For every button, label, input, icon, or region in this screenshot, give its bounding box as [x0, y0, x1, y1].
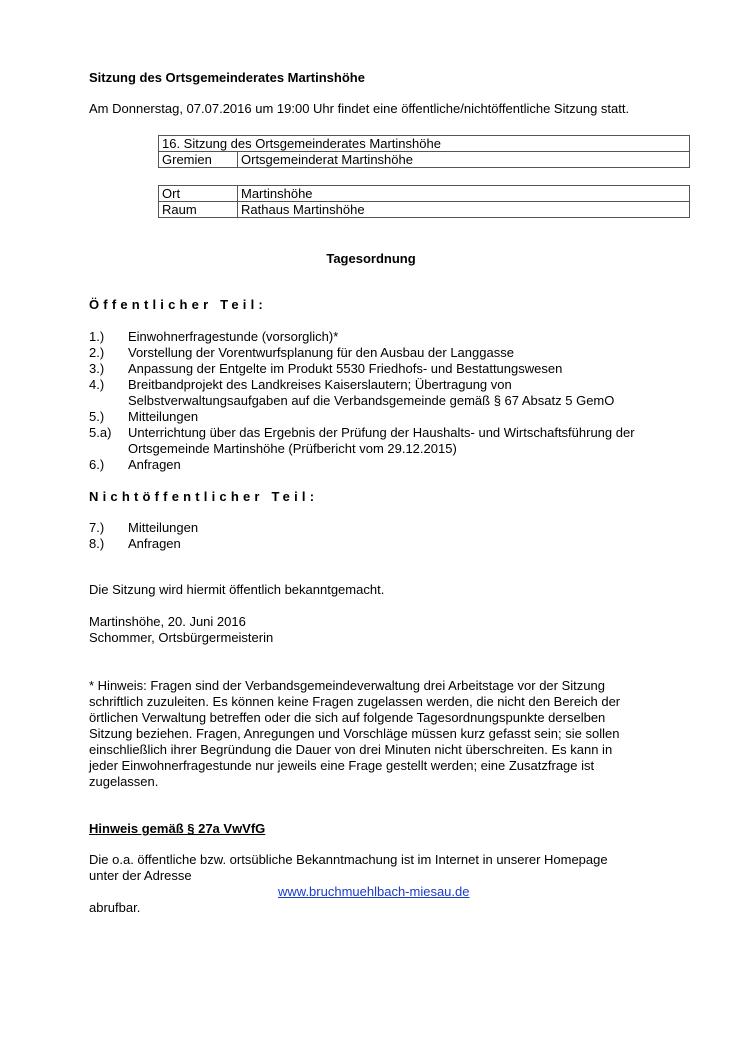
gremien-label: Gremien — [159, 152, 238, 168]
agenda-item-text: Mitteilungen — [128, 409, 199, 424]
raum-label: Raum — [159, 202, 238, 218]
ort-value: Martinshöhe — [238, 186, 690, 202]
note-line: örtlichen Verwaltung betreffen oder die sich auf folgende Tagesordnungspunkte derselben — [89, 710, 606, 725]
agenda-item-text: Mitteilungen — [128, 520, 199, 535]
website-link[interactable]: www.bruchmuehlbach-miesau.de — [278, 884, 470, 899]
agenda-item-text: Anfragen — [128, 457, 181, 472]
legal-heading: Hinweis gemäß § 27a VwVfG — [89, 821, 266, 836]
meeting-info-table — [158, 135, 690, 168]
intro-text: Am Donnerstag, 07.07.2016 um 19:00 Uhr findet eine öffentliche/nichtöffentliche Sitzung statt. — [89, 101, 630, 116]
announcement-text: Die Sitzung wird hiermit öffentlich bekanntgemacht. — [89, 582, 385, 597]
table-row — [159, 202, 690, 218]
gremien-value: Ortsgemeinderat Martinshöhe — [238, 152, 690, 168]
note-line: einschließlich ihrer Begründung die Dauer von drei Minuten nicht überschreiten. Es kann in — [89, 742, 613, 757]
agenda-item-text: Vorstellung der Vorentwurfsplanung für den Ausbau der Langgasse — [128, 345, 514, 360]
agenda-item-number: 8.) — [89, 536, 105, 551]
meeting-header-cell: 16. Sitzung des Ortsgemeinderates Martinshöhe — [159, 136, 690, 152]
location-table — [158, 185, 690, 218]
table-row — [159, 186, 690, 202]
agenda-item-number: 5.) — [89, 409, 105, 424]
ort-label: Ort — [159, 186, 238, 202]
note-line: zugelassen. — [89, 774, 159, 789]
agenda-item-text: Breitbandprojekt des Landkreises Kaiserslautern; Übertragung von — [128, 377, 512, 392]
agenda-item-text: Selbstverwaltungsaufgaben auf die Verbandsgemeinde gemäß § 67 Absatz 5 GemO — [128, 393, 615, 408]
hinweis-note — [89, 678, 669, 790]
agenda-title: Tagesordnung — [326, 251, 416, 266]
legal-text-line3: abrufbar. — [89, 900, 141, 915]
note-line: schriftlich zuzuleiten. Es können keine Fragen zugelassen werden, die nicht den Bereich der — [89, 694, 621, 709]
agenda-item-number: 2.) — [89, 345, 105, 360]
note-line: jeder Einwohnerfragestunde nur jeweils eine Frage gestellt werden; eine Zusatzfrage ist — [89, 758, 595, 773]
signature-name: Schommer, Ortsbürgermeisterin — [89, 630, 274, 645]
agenda-item-number: 3.) — [89, 361, 105, 376]
note-line: Sitzung beziehen. Fragen, Anregungen und Vorschläge müssen kurz gefasst sein; sie sollen — [89, 726, 620, 741]
signature-place-date: Martinshöhe, 20. Juni 2016 — [89, 614, 246, 629]
agenda-item-number: 5.a) — [89, 425, 112, 440]
agenda-item-number: 4.) — [89, 377, 105, 392]
agenda-item-text: Anfragen — [128, 536, 181, 551]
legal-text-line1: Die o.a. öffentliche bzw. ortsübliche Bekanntmachung ist im Internet in unserer Homepage — [89, 852, 608, 867]
agenda-item-text: Einwohnerfragestunde (vorsorglich)* — [128, 329, 339, 344]
public-part-heading: Öffentlicher Teil: — [89, 297, 267, 312]
document-title: Sitzung des Ortsgemeinderates Martinshöhe — [89, 70, 365, 85]
table-row — [159, 152, 690, 168]
agenda-item-text: Anpassung der Entgelte im Produkt 5530 Friedhofs- und Bestattungswesen — [128, 361, 563, 376]
agenda-item-text: Unterrichtung über das Ergebnis der Prüfung der Haushalts- und Wirtschaftsführung der — [128, 425, 635, 440]
agenda-item-text: Ortsgemeinde Martinshöhe (Prüfbericht vom 29.12.2015) — [128, 441, 457, 456]
raum-value: Rathaus Martinshöhe — [238, 202, 690, 218]
legal-text-line2: unter der Adresse — [89, 868, 192, 883]
website-link-wrapper — [278, 884, 469, 900]
table-row — [159, 136, 690, 152]
agenda-item-number: 7.) — [89, 520, 105, 535]
private-part-heading: Nichtöffentlicher Teil: — [89, 489, 319, 504]
agenda-item-number: 1.) — [89, 329, 105, 344]
agenda-item-number: 6.) — [89, 457, 105, 472]
note-line: * Hinweis: Fragen sind der Verbandsgemeindeverwaltung drei Arbeitstage vor der Sitzung — [89, 678, 605, 693]
